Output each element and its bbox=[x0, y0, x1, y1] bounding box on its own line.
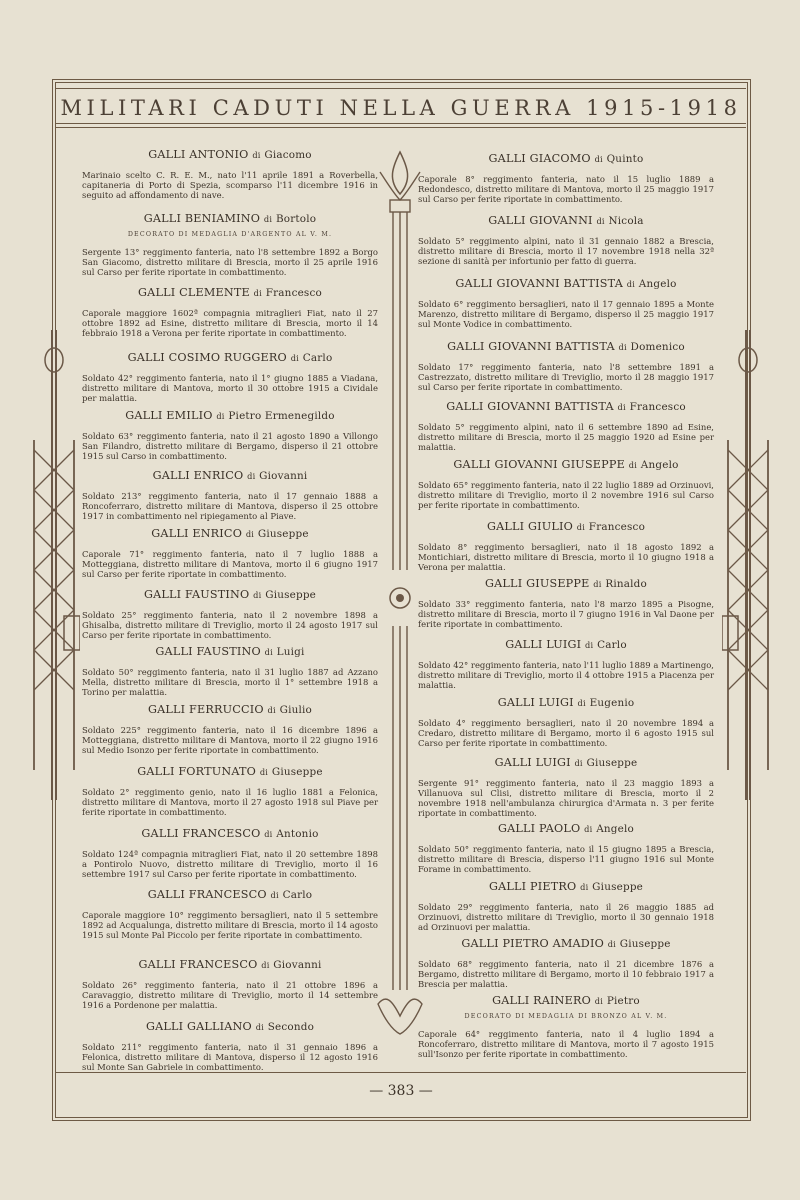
entry-name: GALLI ENRICO di Giovanni bbox=[152, 469, 308, 482]
entry-text: Marinaio scelto C. R. E. M., nato l'11 aprile 1891 a Roverbella, capitaneria di Porto di Spezia, scomparso l'11 dicembre 1916 in seguito ad affondamento di nave. bbox=[82, 170, 378, 201]
entry-text: Soldato 6° reggimento bersaglieri, nato il 17 gennaio 1895 a Monte Marenzo, distretto militare di Bergamo, disperso il 25 maggio 1917 sul Monte Vodice in combattimento. bbox=[418, 299, 714, 330]
page-number: — 383 — bbox=[369, 1083, 433, 1099]
entry-left-12 bbox=[82, 827, 378, 879]
entry-name: GALLI PAOLO di Angelo bbox=[498, 822, 634, 835]
entry-right-13 bbox=[418, 880, 714, 932]
entry-text: Soldato 4° reggimento bersaglieri, nato il 20 novembre 1894 a Credaro, distretto militare di Bergamo, morto il 6 agosto 1915 sul Carso per ferite riportate in combattimento. bbox=[418, 718, 714, 749]
entry-name: GALLI GIOVANNI di Nicola bbox=[488, 214, 644, 227]
entry-name: GALLI PIETRO di Giuseppe bbox=[488, 880, 644, 893]
entry-text: Soldato 5° reggimento alpini, nato il 6 settembre 1890 ad Esine, distretto militare di Brescia, morto il 25 maggio 1920 ad Esine per malattia. bbox=[418, 422, 714, 453]
entry-text: Soldato 50° reggimento fanteria, nato il 15 giugno 1895 a Brescia, distretto militare di Brescia, disperso l'11 giugno 1916 sul Monte Forame in combattimento. bbox=[418, 844, 714, 875]
entry-name: GALLI FAUSTINO di Giuseppe bbox=[143, 588, 317, 601]
header-rule-bottom-2 bbox=[56, 127, 746, 128]
entry-left-9 bbox=[82, 645, 378, 697]
entry-left-6 bbox=[82, 469, 378, 521]
entry-name: GALLI FRANCESCO di Antonio bbox=[141, 827, 319, 840]
entry-name: GALLI BENIAMINO di Bortolo bbox=[143, 212, 317, 225]
left-pole-ornament bbox=[28, 330, 80, 800]
entry-left-5 bbox=[82, 409, 378, 461]
entry-left-11 bbox=[82, 765, 378, 817]
entry-right-8 bbox=[418, 577, 714, 629]
entry-text: Caporale 71° reggimento fanteria, nato il 7 luglio 1888 a Motteggiana, distretto militare di Mantova, morto il 6 giugno 1917 sul Carso per ferite riportate in combattimento. bbox=[82, 549, 378, 580]
right-pole-ornament bbox=[722, 330, 774, 800]
entry-right-11 bbox=[418, 756, 714, 818]
entry-text: Soldato 33° reggimento fanteria, nato l'8 marzo 1895 a Pisogne, distretto militare di Brescia, morto il 7 giugno 1916 in Val Daone per ferite riportate in combattimento. bbox=[418, 599, 714, 630]
entry-name: GALLI GIACOMO di Quinto bbox=[488, 152, 644, 165]
entry-name: GALLI EMILIO di Pietro Ermenegildo bbox=[125, 409, 335, 422]
page-title: MILITARI CADUTI NELLA GUERRA 1915-1918 bbox=[60, 96, 742, 120]
entry-name: GALLI LUIGI di Carlo bbox=[505, 638, 627, 651]
entry-left-13 bbox=[82, 888, 378, 940]
entry-text: Soldato 42° reggimento fanteria, nato l'11 luglio 1889 a Martinengo, distretto militare di Treviglio, morto il 4 ottobre 1915 a Piacenza per malattia. bbox=[418, 660, 714, 691]
entry-decoration: DECORATO DI MEDAGLIA DI BRONZO AL V. M. bbox=[464, 1013, 668, 1020]
entry-text: Soldato 26° reggimento fanteria, nato il 21 ottobre 1896 a Caravaggio, distretto militare di Treviglio, morto il 14 settembre 1916 a Pordenone per malattia. bbox=[82, 980, 378, 1011]
entry-left-8 bbox=[82, 588, 378, 640]
entry-text: Soldato 65° reggimento fanteria, nato il 22 luglio 1889 ad Orzinuovi, distretto militare di Treviglio, morto il 2 novembre 1916 sul Carso per ferite riportate in combattimento. bbox=[418, 480, 714, 511]
entry-text: Caporale 64° reggimento fanteria, nato il 4 luglio 1894 a Roncoferraro, distretto militare di Mantova, morto il 7 agosto 1915 sull'Isonzo per ferite riportate in combattimento. bbox=[418, 1029, 714, 1060]
entry-text: Soldato 8° reggimento bersaglieri, nato il 18 agosto 1892 a Montichiari, distretto militare di Brescia, morto il 10 giugno 1918 a Verona per malattia. bbox=[418, 542, 714, 573]
entry-name: GALLI GIOVANNI BATTISTA di Francesco bbox=[446, 400, 686, 413]
entry-decoration: DECORATO DI MEDAGLIA D'ARGENTO AL V. M. bbox=[127, 231, 333, 238]
entry-text: Caporale 8° reggimento fanteria, nato il 15 luglio 1889 a Redondesco, distretto militare di Mantova, morto il 25 maggio 1917 sul Carso per ferite riportate in combattimento. bbox=[418, 174, 714, 205]
entry-right-1 bbox=[418, 152, 714, 204]
entry-right-10 bbox=[418, 696, 714, 748]
entry-right-2 bbox=[418, 214, 714, 266]
entry-text: Soldato 225° reggimento fanteria, nato il 16 dicembre 1896 a Motteggiana, distretto militare di Mantova, morto il 22 giugno 1916 sul Medio Isonzo per ferite riportate in combattimento. bbox=[82, 725, 378, 756]
entry-text: Soldato 63° reggimento fanteria, nato il 21 agosto 1890 a Villongo San Filandro, distretto militare di Bergamo, disperso il 21 ottobre 1915 sul Carso in combattimento. bbox=[82, 431, 378, 462]
entry-name: GALLI FERRUCCIO di Giulio bbox=[148, 703, 312, 716]
entry-text: Soldato 211° reggimento fanteria, nato il 31 gennaio 1896 a Felonica, distretto militare di Mantova, disperso il 12 agosto 1916 sul Monte San Gabriele in combattimento. bbox=[82, 1042, 378, 1073]
entry-name: GALLI FORTUNATO di Giuseppe bbox=[137, 765, 323, 778]
entry-text: Soldato 25° reggimento fanteria, nato il 2 novembre 1898 a Ghisalba, distretto militare di Treviglio, morto il 24 agosto 1917 sul Carso per ferite riportate in combattimento. bbox=[82, 610, 378, 641]
entry-name: GALLI COSIMO RUGGERO di Carlo bbox=[127, 351, 333, 364]
header-rule-top bbox=[56, 88, 746, 89]
entry-name: GALLI GIOVANNI BATTISTA di Domenico bbox=[447, 340, 685, 353]
entry-text: Sergente 91° reggimento fanteria, nato il 23 maggio 1893 a Villanuova sul Clisi, distretto militare di Brescia, morto il 2 novembre 1918 nell'ambulanza chirurgica d'Armata n. 3 per ferite riportate in combattimento. bbox=[418, 778, 714, 819]
entry-name: GALLI GALLIANO di Secondo bbox=[145, 1020, 315, 1033]
entry-text: Caporale maggiore 1602ª compagnia mitraglieri Fiat, nato il 27 ottobre 1892 ad Esine, distretto militare di Brescia, morto il 14 febbraio 1918 a Verona per ferite riportate in combattimento. bbox=[82, 308, 378, 339]
entry-text: Soldato 17° reggimento fanteria, nato l'8 settembre 1891 a Castrezzato, distretto militare di Treviglio, morto il 28 maggio 1917 sul Carso per ferite riportate in combattimento. bbox=[418, 362, 714, 393]
entry-text: Soldato 68° reggimento fanteria, nato il 21 dicembre 1876 a Bergamo, distretto militare di Bergamo, morto il 10 febbraio 1917 a Brescia per malattia. bbox=[418, 959, 714, 990]
entry-text: Soldato 5° reggimento alpini, nato il 31 gennaio 1882 a Brescia, distretto militare di Brescia, morto il 17 novembre 1918 nella 32ª sezione di sanità per infortunio per fatto di guerra. bbox=[418, 236, 714, 267]
entry-left-3 bbox=[82, 286, 378, 338]
entry-name: GALLI FAUSTINO di Luigi bbox=[155, 645, 305, 658]
entry-left-10 bbox=[82, 703, 378, 755]
entry-right-3 bbox=[418, 277, 714, 329]
entry-name: GALLI GIUSEPPE di Rinaldo bbox=[485, 577, 647, 590]
entry-right-4 bbox=[418, 340, 714, 392]
entry-name: GALLI CLEMENTE di Francesco bbox=[138, 286, 322, 299]
entry-text: Soldato 29° reggimento fanteria, nato il 26 maggio 1885 ad Orzinuovi, distretto militare di Treviglio, morto il 30 gennaio 1918 ad Orzinuovi per malattia. bbox=[418, 902, 714, 933]
entry-name: GALLI GIULIO di Francesco bbox=[486, 520, 646, 533]
entry-left-1 bbox=[82, 148, 378, 200]
entry-right-9 bbox=[418, 638, 714, 690]
entry-name: GALLI GIOVANNI GIUSEPPE di Angelo bbox=[453, 458, 679, 471]
entry-right-15 bbox=[418, 994, 714, 1059]
entry-left-2 bbox=[82, 212, 378, 277]
entry-name: GALLI GIOVANNI BATTISTA di Angelo bbox=[455, 277, 677, 290]
entry-text: Soldato 213° reggimento fanteria, nato il 17 gennaio 1888 a Roncoferraro, distretto militare di Mantova, disperso il 25 ottobre 1917 in combattimento nel ripiegamento al Piave. bbox=[82, 491, 378, 522]
entry-right-7 bbox=[418, 520, 714, 572]
entry-name: GALLI FRANCESCO di Giovanni bbox=[138, 958, 322, 971]
entry-right-5 bbox=[418, 400, 714, 452]
entry-right-6 bbox=[418, 458, 714, 510]
entry-text: Sergente 13° reggimento fanteria, nato l'8 settembre 1892 a Borgo San Giacomo, distretto militare di Brescia, morto il 25 aprile 1916 sul Carso per ferite riportate in combattimento. bbox=[82, 247, 378, 278]
entry-left-7 bbox=[82, 527, 378, 579]
entry-left-15 bbox=[82, 1020, 378, 1072]
entry-text: Soldato 124ª compagnia mitraglieri Fiat, nato il 20 settembre 1898 a Pontirolo Nuovo, distretto militare di Treviglio, morto il 16 settembre 1917 sul Carso per ferite riportate in combattimento. bbox=[82, 849, 378, 880]
entry-name: GALLI LUIGI di Eugenio bbox=[497, 696, 635, 709]
entry-text: Soldato 42° reggimento fanteria, nato il 1° giugno 1885 a Viadana, distretto militare di Mantova, morto il 30 ottobre 1915 a Cividale per malattia. bbox=[82, 373, 378, 404]
entry-name: GALLI RAINERO di Pietro bbox=[492, 994, 640, 1007]
entry-text: Soldato 50° reggimento fanteria, nato il 31 luglio 1887 ad Azzano Mella, distretto militare di Brescia, morto il 1° settembre 1918 a Torino per malattia. bbox=[82, 667, 378, 698]
entry-name: GALLI PIETRO AMADIO di Giuseppe bbox=[461, 937, 671, 950]
entry-right-14 bbox=[418, 937, 714, 989]
entry-name: GALLI ENRICO di Giuseppe bbox=[151, 527, 309, 540]
entry-text: Soldato 2° reggimento genio, nato il 16 luglio 1881 a Felonica, distretto militare di Mantova, morto il 27 agosto 1918 sul Piave per ferite riportate in combattimento. bbox=[82, 787, 378, 818]
entry-name: GALLI ANTONIO di Giacomo bbox=[148, 148, 312, 161]
entry-name: GALLI FRANCESCO di Carlo bbox=[147, 888, 313, 901]
entry-text: Caporale maggiore 10° reggimento bersaglieri, nato il 5 settembre 1892 ad Acqualunga, distretto militare di Brescia, morto il 14 agosto 1915 sul Monte Pal Piccolo per ferite riportate in combattimento. bbox=[82, 910, 378, 941]
entry-left-4 bbox=[82, 351, 378, 403]
header-rule-bottom bbox=[56, 123, 746, 124]
entry-name: GALLI LUIGI di Giuseppe bbox=[494, 756, 638, 769]
entry-right-12 bbox=[418, 822, 714, 874]
entry-left-14 bbox=[82, 958, 378, 1010]
